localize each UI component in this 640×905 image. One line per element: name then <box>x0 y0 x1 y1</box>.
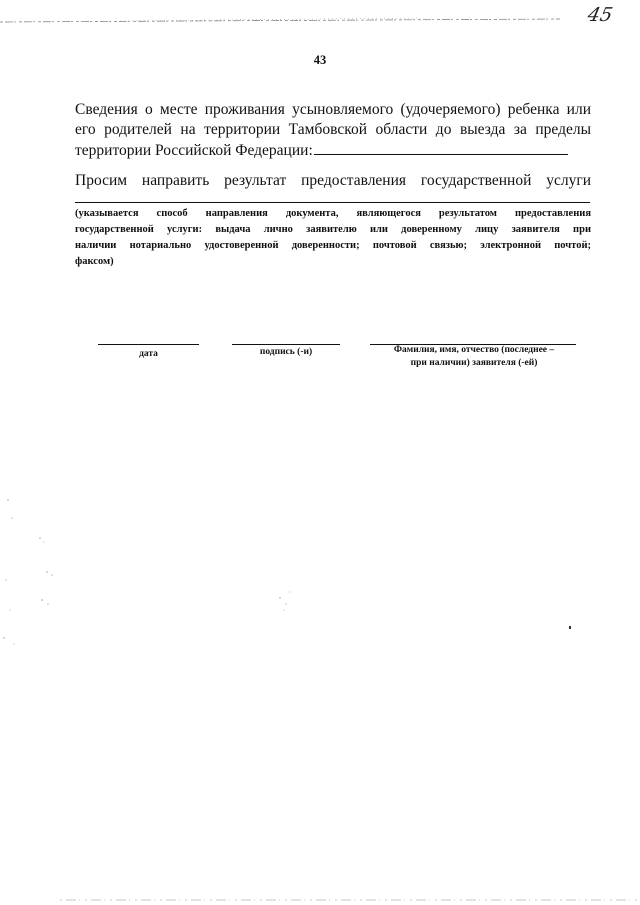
residence-line-3 <box>75 140 591 161</box>
residence-fill-line <box>314 140 568 155</box>
note-line-1: (указывается способ направления документа, являющегося результатом предоставления <box>75 208 591 219</box>
name-label-line-1: Фамилия, имя, отчество (последнее – <box>393 345 555 355</box>
residence-line-3-text: территории Российской Федерации: <box>75 142 313 159</box>
note-line-3: наличии нотариально удостоверенной доверенности; почтовой связью; электронной почтой; <box>75 240 591 251</box>
page-number: 43 <box>313 53 327 67</box>
signature-label: подпись (-и) <box>259 347 313 357</box>
scan-artifact-bottom <box>60 896 640 902</box>
signature-line <box>232 344 340 345</box>
date-line <box>98 344 199 345</box>
scan-speckle <box>0 480 330 670</box>
name-label-line-2: при наличии) заявителя (-ей) <box>410 358 538 368</box>
name-label <box>372 344 576 370</box>
handwritten-page-number: 45 <box>585 4 615 26</box>
note-line-2: государственной услуги: выдача лично заявителю или доверенному лицу заявителя при <box>75 224 591 235</box>
residence-section <box>75 100 591 161</box>
date-label: дата <box>139 349 158 359</box>
request-fill-line <box>75 202 590 203</box>
scan-artifact-top <box>0 16 560 24</box>
residence-line-1: Сведения о месте проживания усыновляемого (удочеряемого) ребенка или <box>75 101 591 118</box>
note-line-4: факсом) <box>75 256 114 267</box>
residence-line-2: его родителей на территории Тамбовской области до выезда за пределы <box>75 121 591 138</box>
scan-dot <box>569 626 571 629</box>
request-line: Просим направить результат предоставления государственной услуги <box>75 172 591 189</box>
delivery-method-note <box>75 206 591 270</box>
request-text <box>75 171 591 191</box>
